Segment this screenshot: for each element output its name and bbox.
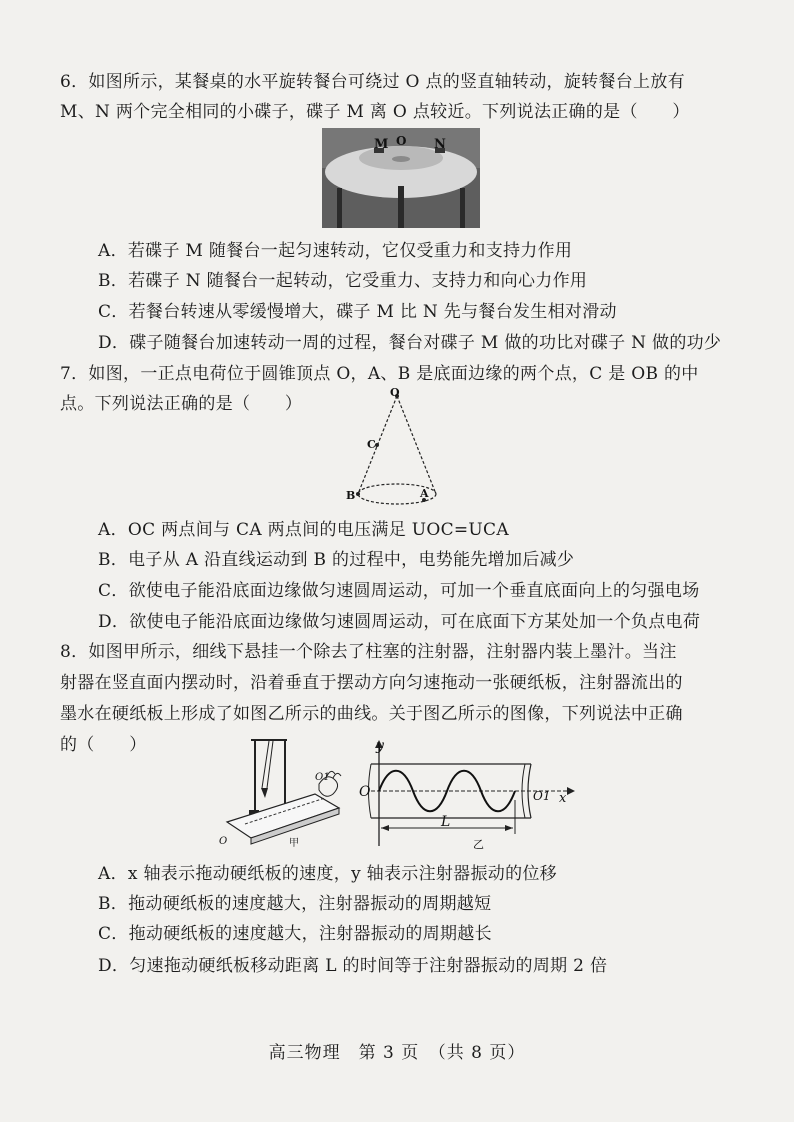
q8-jia-label-o: O — [219, 836, 228, 847]
q8-figure-yi — [345, 738, 585, 852]
q6-option-b[interactable]: B．若碟子 N 随餐台一起转动，它受重力、支持力和向心力作用 — [98, 271, 588, 291]
q8-jia-label-o1: O1 — [315, 772, 330, 783]
q6-option-d[interactable]: D．碟子随餐台加速转动一周的过程，餐台对碟子 M 做的功比对碟子 N 做的功少 — [98, 333, 722, 353]
q6-option-c[interactable]: C．若餐台转速从零缓慢增大，碟子 M 比 N 先与餐台发生相对滑动 — [98, 302, 617, 322]
q6-stem-line2: M、N 两个完全相同的小碟子，碟子 M 离 O 点较近。下列说法正确的是（ ） — [60, 102, 690, 122]
q8-stem-line4: 的（ ） — [60, 735, 147, 755]
q7-cone-figure — [340, 388, 450, 510]
q7-option-a[interactable]: A．OC 两点间与 CA 两点间的电压满足 UOC=UCA — [98, 520, 509, 540]
q8-option-a[interactable]: A．x 轴表示拖动硬纸板的速度，y 轴表示注射器振动的位移 — [98, 864, 557, 884]
q8-option-c[interactable]: C．拖动硬纸板的速度越大，注射器振动的周期越长 — [98, 924, 492, 944]
q6-option-a[interactable]: A．若碟子 M 随餐台一起匀速转动，它仅受重力和支持力作用 — [98, 241, 573, 261]
q6-label-n: N — [434, 137, 446, 152]
q7-stem-line1: 7．如图，一正点电荷位于圆锥顶点 O，A、B 是底面边缘的两个点，C 是 OB 的中 — [60, 364, 699, 384]
q6-label-m: M — [374, 137, 389, 152]
q7-option-d[interactable]: D．欲使电子能沿底面边缘做匀速圆周运动，可在底面下方某处加一个负点电荷 — [98, 612, 701, 632]
q8-stem-line3: 墨水在硬纸板上形成了如图乙所示的曲线。关于图乙所示的图像，下列说法中正确 — [60, 704, 683, 724]
q7-option-b[interactable]: B．电子从 A 沿直线运动到 B 的过程中，电势能先增加后减少 — [98, 550, 575, 570]
q8-stem-line1: 8．如图甲所示，细线下悬挂一个除去了柱塞的注射器，注射器内装上墨汁。当注 — [60, 642, 677, 662]
q8-yi-label-o1: O1 — [533, 789, 551, 803]
q7-option-c[interactable]: C．欲使电子能沿底面边缘做匀速圆周运动，可加一个垂直底面向上的匀强电场 — [98, 581, 700, 601]
q8-yi-label-x: x — [559, 791, 567, 806]
q7-label-a: A — [420, 487, 429, 500]
q8-yi-caption: 乙 — [473, 838, 484, 851]
q6-stem-line1: 6．如图所示，某餐桌的水平旋转餐台可绕过 O 点的竖直轴转动，旋转餐台上放有 — [60, 72, 685, 92]
q6-turntable-figure — [322, 128, 480, 228]
q6-label-o: O — [396, 134, 407, 148]
q8-stem-line2: 射器在竖直面内摆动时，沿着垂直于摆动方向匀速拖动一张硬纸板，注射器流出的 — [60, 673, 683, 693]
q8-option-b[interactable]: B．拖动硬纸板的速度越大，注射器振动的周期越短 — [98, 894, 492, 914]
q8-option-d[interactable]: D．匀速拖动硬纸板移动距离 L 的时间等于注射器振动的周期 2 倍 — [98, 956, 608, 976]
q7-label-o: O — [390, 388, 400, 399]
page-footer: 高三物理 第 3 页 （共 8 页） — [268, 1043, 526, 1063]
q7-stem-line2: 点。下列说法正确的是（ ） — [60, 394, 303, 414]
q7-label-c: C — [367, 438, 376, 451]
q8-yi-label-o: O — [359, 784, 371, 800]
q8-figure-jia — [215, 732, 353, 850]
q8-jia-caption: 甲 — [289, 838, 299, 849]
q8-yi-label-l: L — [441, 814, 451, 830]
q8-yi-label-y: y — [376, 738, 384, 754]
q7-label-b: B — [346, 489, 356, 502]
